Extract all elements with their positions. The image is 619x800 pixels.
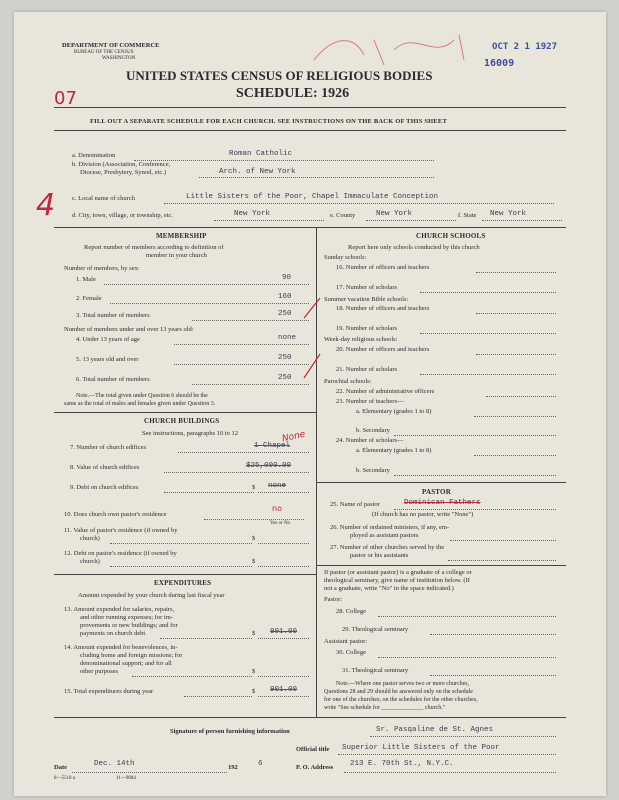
q18-label: 18. Number of officers and teachers bbox=[336, 305, 430, 312]
q14-label-3: denominational support; and for all bbox=[80, 660, 172, 667]
county-value: New York bbox=[376, 210, 413, 218]
q31-label: 31. Theological seminary bbox=[342, 667, 409, 674]
form-number-1: 8—5518 a bbox=[54, 776, 75, 781]
buildings-sub: See instructions, paragraphs 10 to 12 bbox=[142, 430, 239, 437]
q16-label: 16. Number of officers and teachers bbox=[336, 264, 430, 271]
q7-value: 1 Chapel bbox=[254, 442, 291, 450]
q11-dollar: $ bbox=[252, 535, 256, 542]
weekday-label: Week-day religious schools: bbox=[324, 336, 398, 343]
membership-note-1: Note.—The total given under Question 6 should be the bbox=[76, 393, 208, 399]
q26-label-1: 26. Number of ordained ministers, if any, em- bbox=[330, 524, 450, 531]
pastor-note-1: Note.—Where one pastor serves two or more churches, bbox=[336, 681, 470, 687]
q9-label: 9. Debt on church edifices bbox=[70, 484, 139, 491]
q12-label-2: church) bbox=[80, 558, 100, 565]
q11-label-1: 11. Value of pastor's residence (if owned by bbox=[64, 527, 178, 534]
q4-value: none bbox=[278, 334, 297, 342]
signature-label: Signature of person furnishing information bbox=[170, 728, 290, 735]
q3-label: 3. Total number of members bbox=[76, 312, 150, 319]
parochial-label: Parochial schools: bbox=[324, 378, 372, 385]
file-number-stamp: 16009 bbox=[484, 58, 515, 69]
expenditures-intro: Amount expended by your church during last fiscal year bbox=[78, 592, 225, 599]
q29-label: 29. Theological seminary bbox=[342, 626, 409, 633]
assistant-sub-label: Assistant pastor: bbox=[324, 638, 368, 645]
po-address-label: P. O. Address bbox=[296, 764, 334, 771]
division-label-2: Diocese, Presbytery, Synod, etc.) bbox=[80, 169, 167, 176]
q10-value: no bbox=[272, 504, 282, 513]
division-value: Arch. of New York bbox=[219, 168, 296, 176]
q25-value: Dominican Fathers bbox=[404, 499, 481, 507]
q8-label: 8. Value of church edifices bbox=[70, 464, 140, 471]
q2-label: 2. Female bbox=[76, 295, 102, 302]
q3-value: 250 bbox=[278, 310, 292, 318]
q5-label: 5. 13 years old and over bbox=[76, 356, 139, 363]
q21-label: 21. Number of scholars bbox=[336, 366, 398, 373]
q14-dollar: $ bbox=[252, 668, 256, 675]
signature-value: Sr. Pasqaline de St. Agnes bbox=[376, 726, 494, 734]
q25-note: (If church has no pastor, write "None") bbox=[372, 511, 474, 518]
college-note-3: not a graduate, write "No" in the space indicated.) bbox=[324, 585, 454, 592]
q7-label: 7. Number of church edifices bbox=[70, 444, 146, 451]
form-title: UNITED STATES CENSUS OF RELIGIOUS BODIES bbox=[126, 68, 433, 83]
official-title-value: Superior Little Sisters of the Poor bbox=[342, 744, 500, 752]
red-scribble-mark bbox=[304, 30, 484, 70]
q6-value: 250 bbox=[278, 374, 292, 382]
q15-value: 901.00 bbox=[270, 686, 298, 694]
date-value: Dec. 14th bbox=[94, 760, 135, 768]
q22-label: 22. Number of administrative officers bbox=[336, 388, 435, 395]
q12-dollar: $ bbox=[252, 558, 256, 565]
city-field-value: New York bbox=[234, 210, 271, 218]
membership-intro-2: member in your church bbox=[146, 252, 207, 259]
red-mark-number: 07 bbox=[54, 88, 77, 109]
state-label: f. State bbox=[458, 212, 477, 219]
date-label: Date bbox=[54, 764, 67, 771]
denomination-value: Roman Catholic bbox=[229, 150, 293, 158]
college-note-2: theological seminary, give name of institution below. (If bbox=[324, 577, 470, 584]
red-check-mark-2 bbox=[302, 352, 322, 382]
q23b-label: b. Secondary bbox=[356, 427, 390, 434]
q1-label: 1. Male bbox=[76, 276, 96, 283]
city-field-label: d. City, town, village, or township, etc. bbox=[72, 212, 174, 219]
q25-label: 25. Name of pastor bbox=[330, 501, 380, 508]
q5-value: 250 bbox=[278, 354, 292, 362]
schedule-title: SCHEDULE: 1926 bbox=[236, 86, 350, 101]
q7-red-correction: None bbox=[281, 429, 307, 445]
q24a-label: a. Elementary (grades 1 to 8) bbox=[356, 447, 432, 454]
q17-label: 17. Number of scholars bbox=[336, 284, 398, 291]
sunday-label: Sunday schools: bbox=[324, 254, 367, 261]
po-address-value: 213 E. 70th St., N.Y.C. bbox=[350, 760, 454, 768]
dept-label: DEPARTMENT OF COMMERCE bbox=[62, 42, 160, 49]
under-over-label: Number of members under and over 13 years old: bbox=[64, 326, 194, 333]
schools-heading: CHURCH SCHOOLS bbox=[416, 232, 486, 240]
q4-label: 4. Under 13 years of age bbox=[76, 336, 140, 343]
q9-value: none bbox=[268, 482, 287, 490]
local-name-label: c. Local name of church bbox=[72, 195, 135, 202]
census-schedule-sheet bbox=[14, 12, 606, 796]
college-note-1: If pastor (or assistant pastor) is a graduate of a college or bbox=[324, 569, 472, 576]
q24b-label: b. Secondary bbox=[356, 467, 390, 474]
pastor-heading: PASTOR bbox=[422, 488, 451, 496]
q13-dollar: $ bbox=[252, 630, 256, 637]
q9-dollar: $ bbox=[252, 484, 256, 491]
city-label: WASHINGTON bbox=[102, 56, 136, 61]
q13-label-1: 13. Amount expended for salaries, repairs, bbox=[64, 606, 175, 613]
q20-label: 20. Number of officers and teachers bbox=[336, 346, 430, 353]
red-check-mark bbox=[302, 296, 322, 322]
received-date-stamp: OCT 2 1 1927 bbox=[492, 42, 558, 52]
q23-label: 23. Number of teachers— bbox=[336, 398, 404, 405]
q13-label-3: provements or new buildings; and for bbox=[80, 622, 178, 629]
q2-value: 160 bbox=[278, 293, 292, 301]
q28-label: 28. College bbox=[336, 608, 366, 615]
membership-note-2: same as the total of males and females given under Question 3. bbox=[64, 401, 216, 407]
q14-label-1: 14. Amount expended for benevolences, in- bbox=[64, 644, 178, 651]
q11-label-2: church) bbox=[80, 535, 100, 542]
q13-label-2: and other running expenses; for im- bbox=[80, 614, 173, 621]
instructions-line: FILL OUT A SEPARATE SCHEDULE FOR EACH CHURCH. SEE INSTRUCTIONS ON THE BACK OF THIS SHEET bbox=[90, 118, 448, 125]
year-suffix: 6 bbox=[258, 760, 263, 768]
q27-label-1: 27. Number of other churches served by the bbox=[330, 544, 445, 551]
membership-intro-1: Report number of members according to definition of bbox=[84, 244, 224, 251]
red-mark-letter: 4 bbox=[36, 188, 56, 223]
expenditures-heading: EXPENDITURES bbox=[154, 579, 212, 587]
q13-value: 901.00 bbox=[270, 628, 298, 636]
pastor-note-4: write "See schedule for ______________ church." bbox=[324, 705, 446, 711]
schools-intro: Report here only schools conducted by this church bbox=[348, 244, 480, 251]
bureau-label: BUREAU OF THE CENSUS bbox=[74, 50, 134, 55]
q14-label-2: cluding home and foreign missions; for bbox=[80, 652, 183, 659]
state-value: New York bbox=[490, 210, 527, 218]
division-label-1: b. Division (Association, Conference, bbox=[72, 161, 171, 168]
form-number-2: 11—9084 bbox=[116, 776, 136, 781]
q30-label: 30. College bbox=[336, 649, 366, 656]
q6-label: 6. Total number of members bbox=[76, 376, 150, 383]
by-sex-label: Number of members, by sex: bbox=[64, 265, 140, 272]
year-prefix: 192 bbox=[228, 764, 238, 771]
county-label: e. County bbox=[330, 212, 356, 219]
q15-label: 15. Total expenditures during year bbox=[64, 688, 154, 695]
pastor-note-3: for one of the churches; on the schedules for the other churches, bbox=[324, 697, 478, 703]
q10-yes-no-hint: Yes or No bbox=[270, 521, 291, 526]
q14-label-4: other purposes bbox=[80, 668, 119, 675]
denomination-label: a. Denomination bbox=[72, 152, 116, 159]
q19-label: 19. Number of scholars bbox=[336, 325, 398, 332]
local-name-value: Little Sisters of the Poor, Chapel Immaculate Conception bbox=[186, 193, 439, 201]
summer-label: Summer vacation Bible schools: bbox=[324, 296, 409, 303]
buildings-heading: CHURCH BUILDINGS bbox=[144, 417, 220, 425]
official-title-label: Official title bbox=[296, 746, 330, 753]
q27-label-2: pastor or his assistants bbox=[350, 552, 409, 559]
pastor-sub-label: Pastor: bbox=[324, 596, 343, 603]
q15-dollar: $ bbox=[252, 688, 256, 695]
q12-label-1: 12. Debt on pastor's residence (if owned by bbox=[64, 550, 177, 557]
q10-label: 10. Does church own pastor's residence bbox=[64, 511, 167, 518]
q24-label: 24. Number of scholars— bbox=[336, 437, 404, 444]
q1-value: 90 bbox=[282, 274, 292, 282]
q8-value: $25,000.00 bbox=[246, 462, 292, 470]
q23a-label: a. Elementary (grades 1 to 8) bbox=[356, 408, 432, 415]
q13-label-4: payments on church debt bbox=[80, 630, 146, 637]
q26-label-2: ployed as assistant pastors bbox=[350, 532, 419, 539]
membership-heading: MEMBERSHIP bbox=[156, 232, 207, 240]
pastor-note-2: Questions 28 and 29 should be answered only on the schedule bbox=[324, 689, 473, 695]
